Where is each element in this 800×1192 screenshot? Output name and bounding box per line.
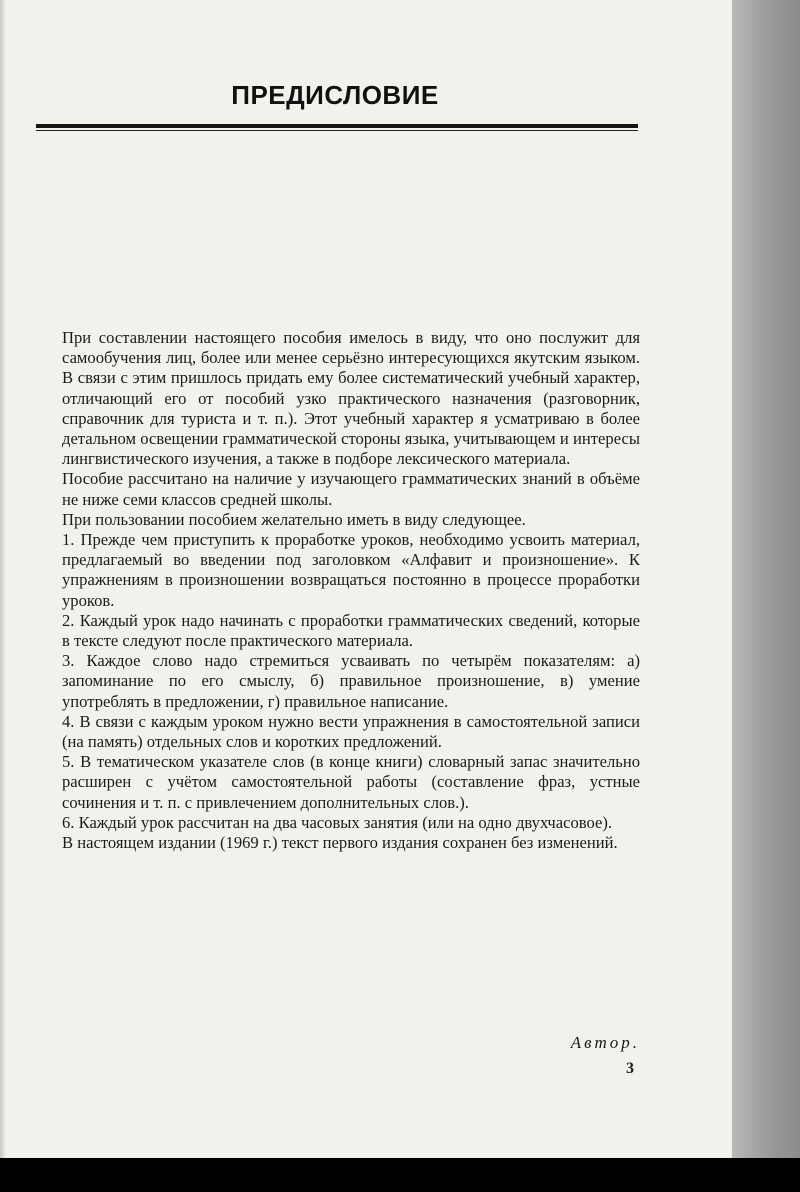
scan-edge bbox=[732, 0, 800, 1158]
paragraph-item-4: 4. В связи с каждым уроком нужно вести упражнения в самостоятельной записи (на память) отдельных слов и коротких предложений. bbox=[62, 711, 640, 752]
paragraph-item-5: 5. В тематическом указателе слов (в конце книги) словарный запас значительно расширен с учётом самостоятельной работы (составление фраз, устные сочинения и т. п. с привлечением дополнительных слов.). bbox=[62, 752, 640, 812]
title-rule-thick bbox=[36, 124, 638, 128]
paragraph-intro: При составлении настоящего пособия имелось в виду, что оно послужит для самообучения лиц, более или менее серьёзно интересующихся якутским языком. В связи с этим пришлось придать ему более систематический учебный характер, отличающий его от пособий узко практического назначения (разговорник, справочник для туриста и т. п.). Этот учебный характер я усматриваю в более детальном освещении грамматической стороны языка, учитывающем и интересы лингвистического изучения, а также в подборе лексического материала. bbox=[62, 328, 640, 469]
paragraph-item-2: 2. Каждый урок надо начинать с проработки грамматических сведений, которые в тексте следуют после практического материала. bbox=[62, 610, 640, 651]
paragraph-item-1: 1. Прежде чем приступить к проработке уроков, необходимо усвоить материал, предлагаемый во введении под заголовком «Алфавит и произношение». К упражнениям в произношении возвращаться постоянно в процессе проработки уроков. bbox=[62, 530, 640, 610]
author-signature: Автор. bbox=[570, 1033, 640, 1052]
page-number: 3 bbox=[626, 1060, 634, 1077]
page-title: ПРЕДИСЛОВИЕ bbox=[231, 80, 439, 110]
paragraph-edition-note: В настоящем издании (1969 г.) текст первого издания сохранен без изменений. bbox=[62, 833, 618, 853]
paragraph-usage: При пользовании пособием желательно иметь в виду следующее. bbox=[62, 509, 526, 529]
paragraph-prereq: Пособие рассчитано на наличие у изучающего грамматических знаний в объёме не ниже семи классов средней школы. bbox=[62, 469, 640, 509]
paragraph-item-3: 3. Каждое слово надо стремиться усваивать по четырём показателям: а) запоминание по его смыслу, б) правильное произношение, в) умение употреблять в предложении, г) правильное написание. bbox=[62, 651, 640, 711]
spine-shadow bbox=[0, 0, 6, 1158]
paragraph-item-6: 6. Каждый урок рассчитан на два часовых занятия (или на одно двухчасовое). bbox=[62, 812, 613, 832]
body-text bbox=[62, 328, 640, 853]
title-rule-thin bbox=[36, 130, 638, 131]
